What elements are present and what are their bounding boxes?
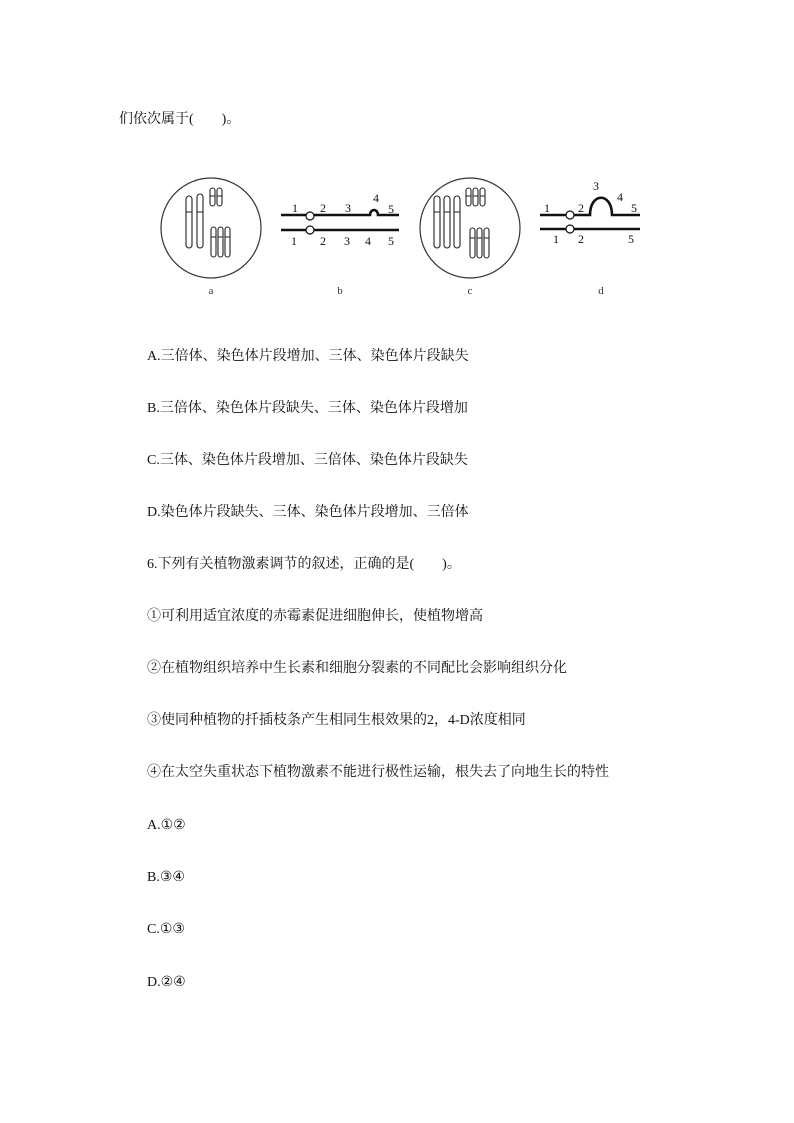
panel-a <box>161 178 261 297</box>
d-bottom-label-2: 2 <box>578 232 584 246</box>
centromere-b-top <box>306 212 314 220</box>
q5-option-c: C.三体、染色体片段增加、三倍体、染色体片段缺失 <box>147 453 468 468</box>
q6-statement-4: ④在太空失重状态下植物激素不能进行极性运输，根失去了向地生长的特性 <box>147 765 609 780</box>
q6-option-b: B.③④ <box>147 870 185 885</box>
panel-label-c: c <box>467 285 473 297</box>
panel-label-d: d <box>598 285 604 297</box>
chromosome-c-short-2 <box>473 188 478 206</box>
chromosome-c-long-1 <box>434 196 440 248</box>
centromere-d-bottom <box>566 225 574 233</box>
chromosome-c-short-1 <box>466 188 471 206</box>
q6-option-c: C.①③ <box>147 922 185 937</box>
b-top-label-1: 1 <box>292 201 298 215</box>
chromosome-a-long-2 <box>197 194 203 248</box>
q5-option-b: B.三倍体、染色体片段缺失、三体、染色体片段增加 <box>147 401 468 416</box>
chromosome-b-top <box>281 210 399 215</box>
b-top-label-2: 2 <box>320 201 326 215</box>
q6-stem: 6.下列有关植物激素调节的叙述，正确的是( )。 <box>147 557 461 572</box>
chromosome-a-medium-1 <box>211 227 216 257</box>
b-top-label-5: 5 <box>388 202 394 216</box>
chromosome-c-medium-3 <box>484 228 489 258</box>
chromosome-figure <box>150 165 650 300</box>
b-bottom-label-2: 2 <box>320 234 326 248</box>
d-bottom-label-5: 5 <box>628 232 634 246</box>
panel-label-a: a <box>208 285 214 297</box>
d-bottom-label-1: 1 <box>553 232 559 246</box>
centromere-d-top <box>566 211 574 219</box>
chromosome-a-medium-3 <box>225 227 230 257</box>
panel-d <box>540 179 640 297</box>
chromosome-c-medium-1 <box>470 228 475 258</box>
chromosome-c-short-3 <box>480 188 485 206</box>
d-top-label-4: 4 <box>617 190 623 204</box>
d-top-label-5: 5 <box>631 201 637 215</box>
q5-option-a: A.三倍体、染色体片段增加、三体、染色体片段缺失 <box>147 349 469 364</box>
chromosome-c-long-2 <box>444 196 450 248</box>
b-top-label-3: 3 <box>345 201 351 215</box>
q5-stem-tail: 们依次属于( )。 <box>119 112 241 127</box>
chromosome-d-top <box>540 198 640 215</box>
b-bottom-label-5: 5 <box>388 234 394 248</box>
d-top-label-1: 1 <box>544 201 550 215</box>
b-top-label-4: 4 <box>373 191 379 205</box>
b-bottom-label-1: 1 <box>291 234 297 248</box>
q6-option-a: A.①② <box>147 818 186 833</box>
q6-statement-3: ③使同种植物的扦插枝条产生相同生根效果的2，4-D浓度相同 <box>147 713 526 728</box>
centromere-b-bottom <box>306 226 314 234</box>
q6-statement-1: ①可利用适宜浓度的赤霉素促进细胞伸长，使植物增高 <box>147 609 483 624</box>
panel-label-b: b <box>337 285 343 297</box>
chromosome-a-short-1 <box>210 188 215 206</box>
chromosome-c-long-3 <box>454 196 460 248</box>
d-top-label-3: 3 <box>593 179 599 193</box>
b-bottom-label-3: 3 <box>344 234 350 248</box>
panel-c <box>420 178 520 297</box>
chromosome-a-medium-2 <box>218 227 223 257</box>
q5-option-d: D.染色体片段缺失、三体、染色体片段增加、三倍体 <box>147 505 469 520</box>
d-top-label-2: 2 <box>578 201 584 215</box>
q6-statement-2: ②在植物组织培养中生长素和细胞分裂素的不同配比会影响组织分化 <box>147 661 567 676</box>
chromosome-a-short-2 <box>217 188 222 206</box>
panel-b <box>281 191 399 297</box>
q6-option-d: D.②④ <box>147 975 186 990</box>
chromosome-c-medium-2 <box>477 228 482 258</box>
b-bottom-label-4: 4 <box>365 234 371 248</box>
chromosome-a-long-1 <box>186 196 192 248</box>
